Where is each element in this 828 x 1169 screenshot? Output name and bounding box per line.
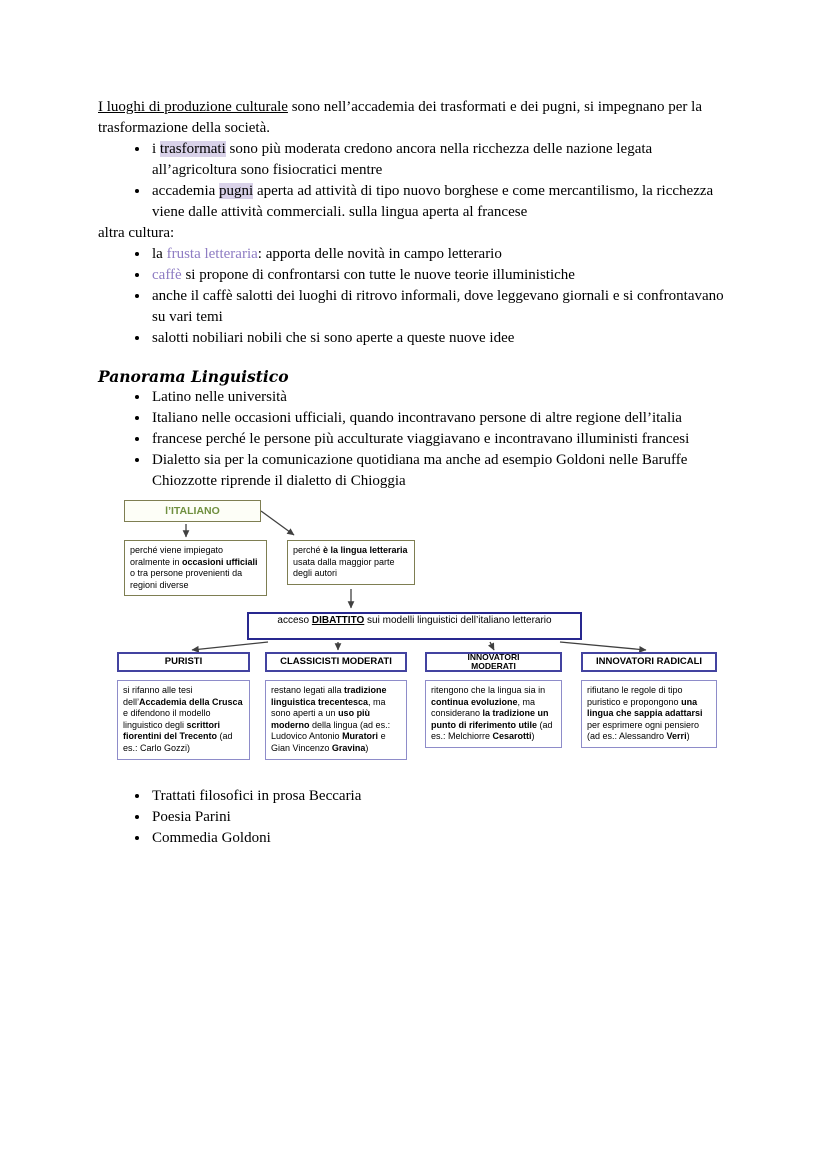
list-item: • caffè si propone di confrontarsi con tutte le nuove teorie illuministiche [150,265,731,286]
list-item: • la frusta letteraria: apporta delle novità in campo letterario [150,244,731,265]
list-item: • salotti nobiliari nobili che si sono aperte a queste nuove idee [150,328,731,349]
list-item: • Latino nelle università [150,387,731,408]
list-item: • Italiano nelle occasioni ufficiali, quando incontravano persone di altre regione dell’italia [150,408,731,429]
list-item: • Poesia Parini [150,807,731,828]
altra-cultura-list [98,244,731,349]
altra-cultura-label: altra cultura: [98,225,175,241]
diagram-column-body-puristi: si rifanno alle tesi dell’Accademia della Crusca e difendono il modello linguistico degli scrittori fiorentini del Trecento (ad es.: Carlo Gozzi) [117,680,250,760]
language-diagram [98,496,731,780]
diagram-column-title-puristi: PURISTI [117,652,250,672]
diagram-root-box: l’ITALIANO [124,500,261,522]
list-item: • Trattati filosofici in prosa Beccaria [150,786,731,807]
panorama-list [98,387,731,492]
list-item: • Commedia Goldoni [150,828,731,849]
list-item: • anche il caffè salotti dei luoghi di ritrovo informali, dove leggevano giornali e si confrontavano su vari temi [150,286,731,328]
diagram-debate-box: acceso DIBATTITO sui modelli linguistici dell’italiano letterario [247,612,582,640]
diagram-column-title-innovatori-radicali: INNOVATORI RADICALI [581,652,717,672]
diagram-column-body-innovatori-moderati: ritengono che la lingua sia in continua evoluzione, ma considerano la tradizione un punto di riferimento utile (ad es.: Melchiorre Cesarotti) [425,680,562,748]
diagram-column-body-classicisti-moderati: restano legati alla tradizione linguistica trecentesca, ma sono aperti a un uso più moderno della lingua (ad es.: Ludovico Antonio Muratori e Gian Vincenzo Gravina) [265,680,407,760]
diagram-column-title-innovatori-moderati: INNOVATORI MODERATI [425,652,562,672]
panorama-heading: Panorama Linguistico [98,367,289,386]
list-item: • Dialetto sia per la comunicazione quotidiana ma anche ad esempio Goldoni nelle Baruffe Chiozzotte riprende il dialetto di Chioggia [150,450,731,492]
diagram-column-title-classicisti-moderati: CLASSICISTI MODERATI [265,652,407,672]
diagram-reason-right-box: perché è la lingua letteraria usata dalla maggior parte degli autori [287,540,415,585]
closing-list [98,786,731,849]
document-content [98,97,731,849]
list-item: • francese perché le persone più acculturate viaggiavano e incontravano illuministi francesi [150,429,731,450]
list-item: • i trasformati sono più moderata credono ancora nella ricchezza delle nazione legata all’agricoltura sono fisiocratici mentre [150,139,731,181]
list-item: • accademia pugni aperta ad attività di tipo nuovo borghese e come mercantilismo, la ricchezza viene dalle attività commerciali. sulla lingua aperta al francese [150,181,731,223]
diagram-column-body-innovatori-radicali: rifiutano le regole di tipo puristico e propongono una lingua che sappia adattarsi per esprimere ogni pensiero (ad es.: Alessandro Verri) [581,680,717,748]
diagram-reason-left-box: perché viene impiegato oralmente in occasioni ufficiali o tra persone provenienti da regioni diverse [124,540,267,596]
intro-list [98,139,731,223]
intro-paragraph: I luoghi di produzione culturale sono nell’accademia dei trasformati e dei pugni, si impegnano per la trasformazione della società. [98,99,702,136]
